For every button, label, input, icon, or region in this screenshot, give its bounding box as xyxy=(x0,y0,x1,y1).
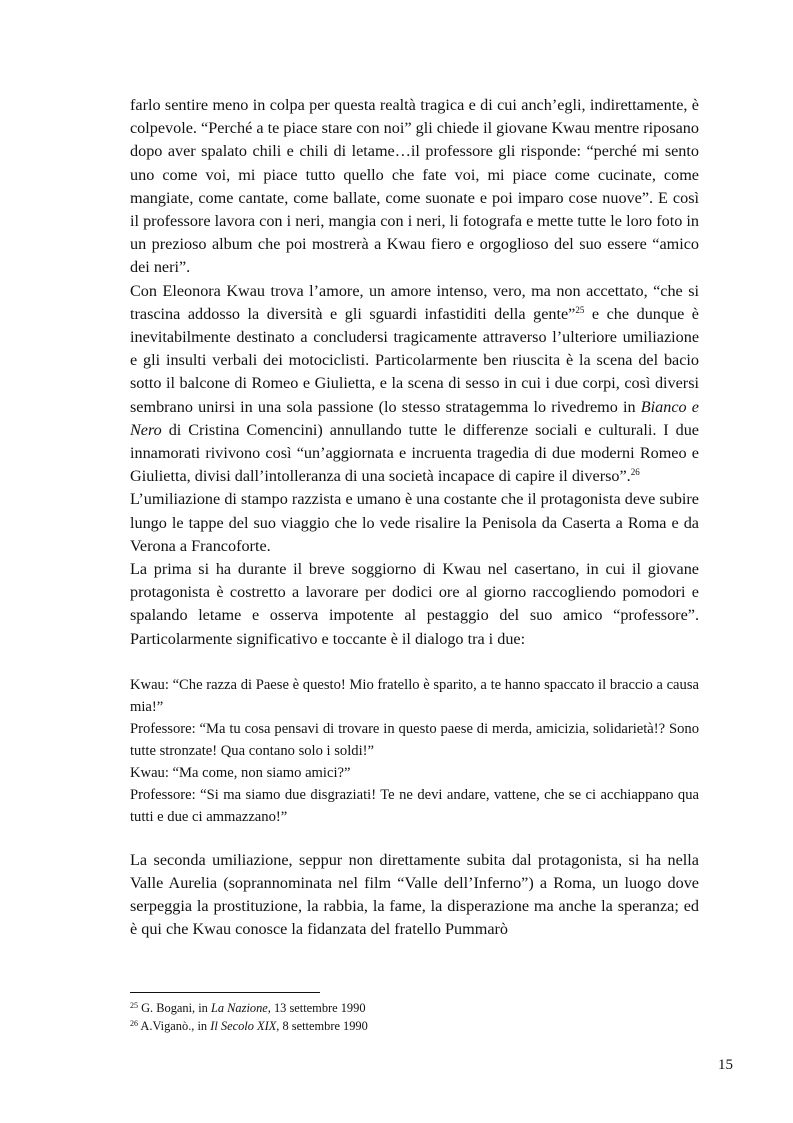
footnote-26 xyxy=(130,1017,630,1035)
dialog-line: Kwau: “Che razza di Paese è questo! Mio fratello è sparito, a te hanno spaccato il braccio a causa mia!” xyxy=(130,676,699,715)
footnote-author: A.Viganò., in xyxy=(140,1019,211,1033)
footnote-ref-26[interactable]: 26 xyxy=(630,467,640,478)
paragraph-2-text-c: di Cristina Comencini) annullando tutte le differenze sociali e culturali. I due innamorati rivivono così “un’aggiornata e incruenta tragedia di due moderni Romeo e Giulietta, divisi dall’intolleranza di una società incapace di capire il diverso”. xyxy=(130,420,699,486)
film-title-bianco-e-nero: Bianco e Nero xyxy=(130,397,699,439)
footnote-source: Il Secolo XIX, xyxy=(210,1019,280,1033)
dialog-line: Professore: “Ma tu cosa pensavi di trovare in questo paese di merda, amicizia, solidarietà!? Sono tutte stronzate! Qua contano solo i soldi!” xyxy=(130,720,699,759)
paragraph-2-text-b: e che dunque è inevitabilmente destinato a concludersi tragicamente attraverso l’ulteriore umiliazione e gli insulti verbali dei motociclisti. Particolarmente ben riuscita è la scena del bacio sotto il balcone di Romeo e Giulietta, e la scena di sesso in cui i due corpi, così diversi sembrano unirsi in una sola passione (lo stesso stratagemma lo rivedremo in xyxy=(130,304,699,416)
paragraph-4: La prima si ha durante il breve soggiorno di Kwau nel casertano, in cui il giovane protagonista è costretto a lavorare per dodici ore al giorno raccogliendo pomodori e spalando letame e osserva impotente al pestaggio del suo amico “professore”. Particolarmente significativo e toccante è il dialogo tra i due: xyxy=(130,560,699,648)
main-text xyxy=(130,94,699,942)
footnote-divider xyxy=(130,992,320,993)
paragraph-2-text-a: Con Eleonora Kwau trova l’amore, un amore intenso, vero, ma non accettato, “che si trascina addosso la diversità e gli sguardi infastiditi della gente” xyxy=(130,281,699,323)
paragraph-2 xyxy=(130,280,699,489)
dialog-line: Professore: “Si ma siamo due disgraziati! Te ne devi andare, vattene, che se ci acchiappano qua tutti e due ci ammazzano!” xyxy=(130,786,699,825)
footnote-ref-25[interactable]: 25 xyxy=(575,304,585,315)
dialog-quote xyxy=(130,674,699,828)
footnote-author: G. Bogani, in xyxy=(141,1001,211,1015)
footnote-date: 13 settembre 1990 xyxy=(270,1001,366,1015)
paragraph-3: L’umiliazione di stampo razzista e umano è una costante che il protagonista deve subire lungo le tappe del suo viaggio che lo vede risalire la Penisola da Caserta a Roma e da Verona a Francoforte. xyxy=(130,490,699,555)
dialog-line: Kwau: “Ma come, non siamo amici?” xyxy=(130,764,351,781)
footnote-number: 25 xyxy=(130,1001,138,1010)
paragraph-5: La seconda umiliazione, seppur non direttamente subita dal protagonista, si ha nella Valle Aurelia (soprannominata nel film “Valle dell’Inferno”) a Roma, un luogo dove serpeggia la prostituzione, la rabbia, la fame, la disperazione ma anche la speranza; ed è qui che Kwau conosce la fidanzata del fratello Pummarò xyxy=(130,850,699,939)
page-number: 15 xyxy=(718,1057,733,1073)
footnote-number: 26 xyxy=(130,1019,138,1028)
footnotes xyxy=(130,999,630,1035)
footnote-source: La Nazione, xyxy=(210,1001,271,1015)
footnote-date: 8 settembre 1990 xyxy=(279,1019,368,1033)
footnote-25 xyxy=(130,999,630,1017)
paragraph-1: farlo sentire meno in colpa per questa realtà tragica e di cui anch’egli, indirettamente, è colpevole. “Perché a te piace stare con noi” gli chiede il giovane Kwau mentre riposano dopo aver spalato chili e chili di letame…il professore gli risponde: “perché mi sento uno come voi, mi piace tutto quello che fate voi, mi piace come cucinate, come mangiate, come cantate, come ballate, come suonate e poi imparo cose nuove”. E così il professore lavora con i neri, mangia con i neri, li fotografa e mette tutte le loro foto in un prezioso album che poi mostrerà a Kwau fiero e orgoglioso del suo essere “amico dei neri”. xyxy=(130,96,699,277)
